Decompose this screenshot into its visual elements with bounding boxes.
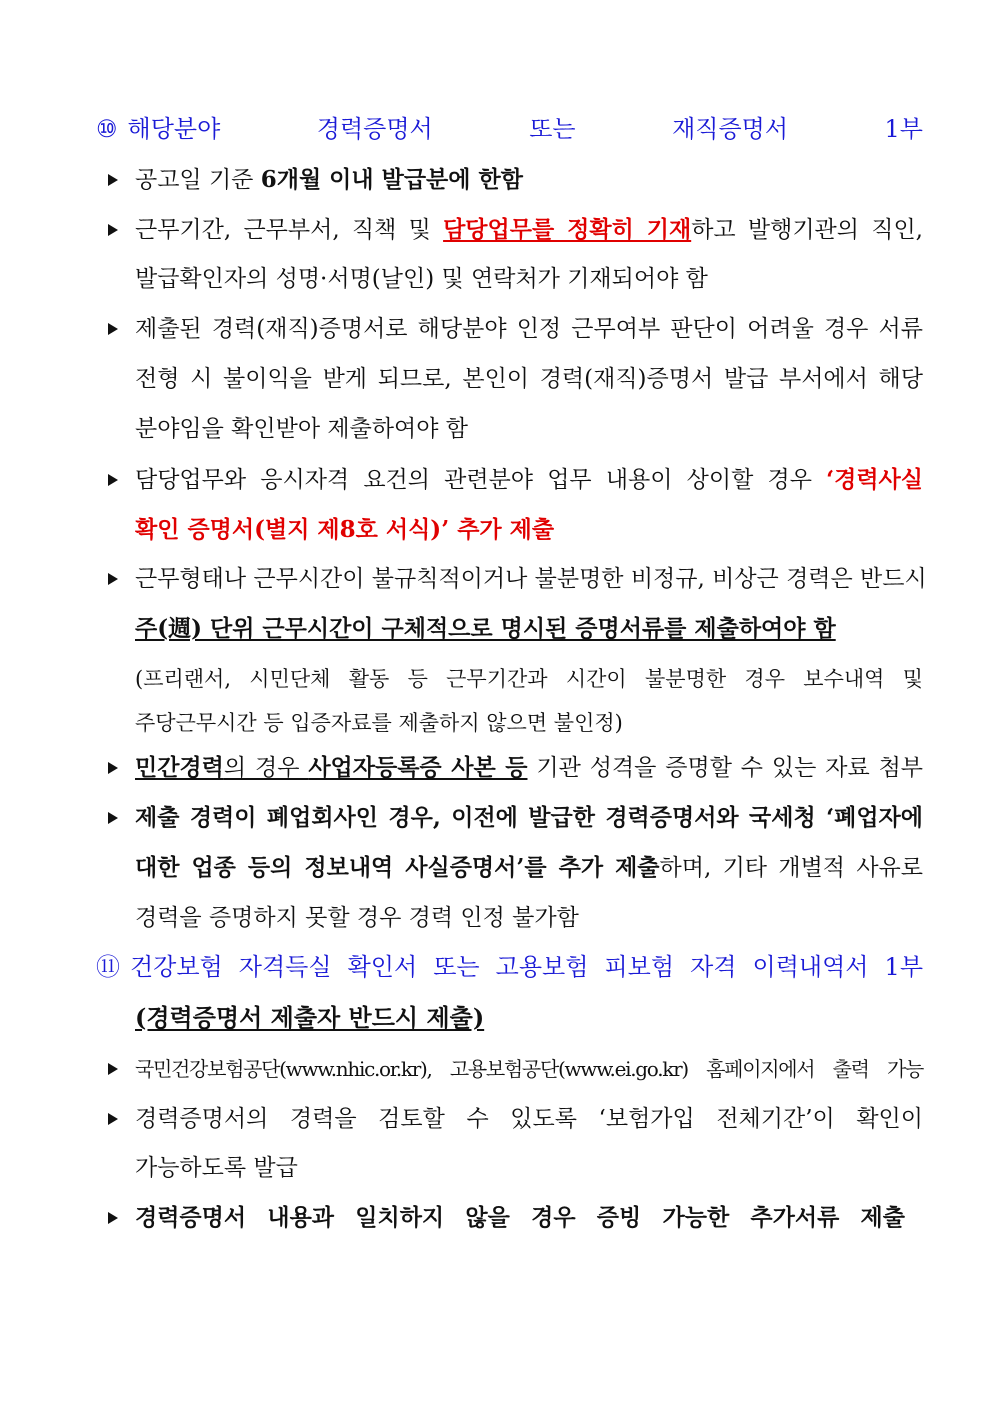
section-10-number: ⑩ [96,115,118,143]
text-emphasis-red: 담당업무를 정확히 기재 [443,216,692,243]
bullet-marker-icon [108,1113,118,1125]
sec10-bullet-6 [135,753,923,783]
sec10-bullet-5-line-2: 주(週) 단위 근무시간이 구체적으로 명시된 증명서류를 제출하여야 함 [135,615,836,642]
section-10-title: 해당분야 경력증명서 또는 재직증명서 1부 [127,115,923,143]
section-11-subtitle: (경력증명서 제출자 반드시 제출) [135,1003,485,1032]
bullet-marker-icon [108,323,118,335]
sec10-note-line-1: (프리랜서, 시민단체 활동 등 근무기간과 시간이 불분명한 경우 보수내역 및 [135,667,923,691]
sec10-bullet-1 [135,165,923,195]
bullet-marker-icon [108,174,118,186]
sec10-bullet-7-line-2 [135,853,923,883]
sec10-bullet-7-line-1: 제출 경력이 폐업회사인 경우, 이전에 발급한 경력증명서와 국세청 ‘폐업자에 [135,804,923,831]
sec10-bullet-3-line-2: 전형 시 불이익을 받게 되므로, 본인이 경력(재직)증명서 발급 부서에서 해당 [135,366,923,392]
bullet-marker-icon [108,1212,118,1224]
text-emphasis: 대한 업종 등의 정보내역 사실증명서’를 추가 제출 [135,854,660,881]
sec10-bullet-7-line-3: 경력을 증명하지 못할 경우 경력 인정 불가함 [135,905,579,931]
text-segment: 하며, 기타 개별적 사유로 [659,855,923,881]
sec11-bullet-2-line-2: 가능하도록 발급 [135,1155,298,1181]
sec11-bullet-1: 국민건강보험공단(www.nhic.or.kr), 고용보험공단(www.ei.go.kr) 홈페이지에서 출력 가능 [135,1057,923,1081]
sec10-bullet-2-line-1 [135,215,923,245]
text-emphasis: 사업자등록증 사본 등 [308,754,528,781]
text-segment: 담당업무와 응시자격 요건의 관련분야 업무 내용이 상이할 경우 [135,467,827,493]
bullet-marker-icon [108,474,118,486]
text-segment: 기관 성격을 증명할 수 있는 자료 첨부 [527,755,924,781]
sec10-bullet-4-line-1 [135,465,923,495]
sec10-bullet-5-line-1: 근무형태나 근무시간이 불규칙적이거나 불분명한 비정규, 비상근 경력은 반드시 [135,566,927,592]
text-emphasis-red: ‘경력사실 [826,466,923,493]
bullet-marker-icon [108,573,118,585]
section-11-heading [96,952,923,982]
sec10-bullet-3-line-3: 분야임을 확인받아 제출하여야 함 [135,416,468,442]
sec10-bullet-4-line-2: 확인 증명서(별지 제8호 서식)’ 추가 제출 [135,516,555,543]
section-11-title: 건강보험 자격득실 확인서 또는 고용보험 피보험 자격 이력내역서 1부 [130,953,923,981]
sec11-bullet-3: 경력증명서 내용과 일치하지 않을 경우 증빙 가능한 추가서류 제출 [135,1204,905,1231]
text-emphasis: 6개월 이내 발급분에 한함 [260,166,523,193]
bullet-marker-icon [108,1063,118,1075]
sec10-note-line-2: 주당근무시간 등 입증자료를 제출하지 않으면 불인정) [135,711,623,735]
sec10-bullet-3-line-1: 제출된 경력(재직)증명서로 해당분야 인정 근무여부 판단이 어려울 경우 서류 [135,316,923,342]
text-segment: 공고일 기준 [135,167,261,193]
text-segment: 하고 발행기관의 직인, [691,217,923,243]
bullet-marker-icon [108,762,118,774]
text-emphasis: 민간경력 [135,754,224,781]
bullet-marker-icon [108,224,118,236]
sec11-bullet-2-line-1: 경력증명서의 경력을 검토할 수 있도록 ‘보험가입 전체기간’이 확인이 [135,1106,923,1132]
sec10-bullet-2-line-2: 발급확인자의 성명·서명(날인) 및 연락처가 기재되어야 함 [135,266,708,292]
bullet-marker-icon [108,812,118,824]
section-11-number: ⑪ [96,953,120,981]
section-10-heading [96,114,923,144]
text-segment: 의 경우 [223,755,309,781]
text-segment: 근무기간, 근무부서, 직책 및 [135,217,444,243]
